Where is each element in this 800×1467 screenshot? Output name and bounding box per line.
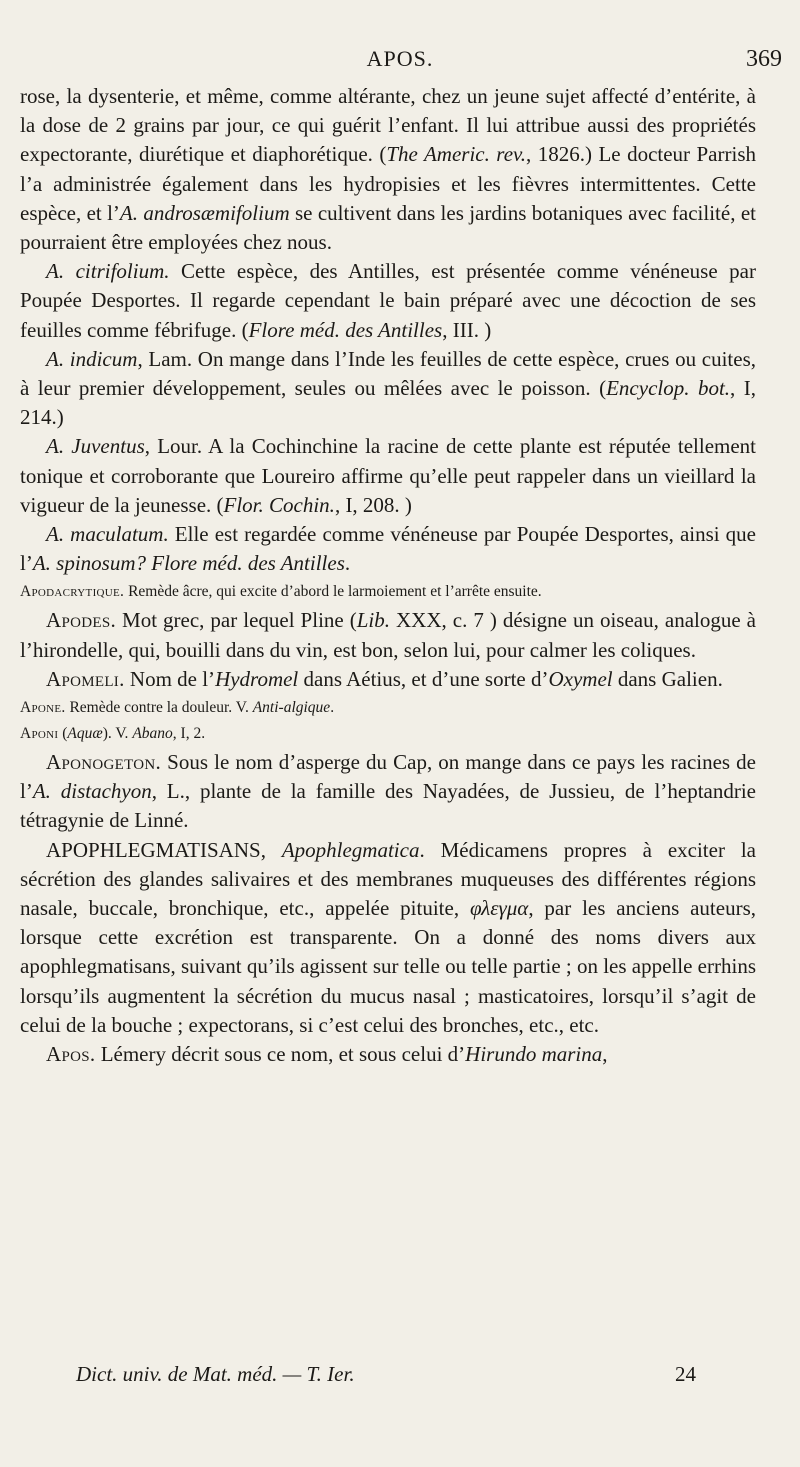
p4-segment: , I, 208. ) xyxy=(334,492,412,517)
p2-segment: Flore méd. des Antilles xyxy=(248,317,443,342)
p12-segment: . Médicamens propres à exciter la sécrétion des glandes salivaires et des membranes muqueuses des différentes régions nasale, buccale, bronchique, etc., appelée pituite, xyxy=(20,837,756,921)
p13-segment: Apos. xyxy=(46,1042,96,1067)
p12-segment: APOPHLEGMATISANS, xyxy=(46,837,282,862)
p10-segment: Abano xyxy=(132,725,173,743)
p13-segment: , xyxy=(602,1042,608,1067)
signature-text: Dict. univ. de Mat. méd. — T. Ier. xyxy=(76,1362,355,1386)
paragraph-p9 xyxy=(20,696,756,719)
p2-segment: , III. ) xyxy=(442,317,492,342)
p1-segment: rose, la dysenterie, et même, comme altérante, chez un jeune sujet affecté d’entérite, à la dose de 2 grains par jour, ce qui guérit l’enfant. Il lui attribue aussi des propriétés expectorante, diurétique et diaphorétique. ( xyxy=(20,84,756,167)
paragraph-p13 xyxy=(20,1040,756,1069)
paragraph-p1 xyxy=(20,82,756,257)
p8-segment: Apomeli. xyxy=(46,666,125,691)
p3-segment: A. indicum xyxy=(46,346,138,371)
p2-segment: A. citrifolium. xyxy=(46,259,170,284)
p1-segment: se cultivent dans les jardins botaniques avec facilité, et pourraient être employées chez nous. xyxy=(20,200,756,255)
p8-segment: dans Aétius, et d’une sorte d’ xyxy=(298,666,549,691)
p8-segment: dans Galien. xyxy=(612,666,723,691)
p7-segment: Apodes. xyxy=(46,608,117,633)
p2-segment: Cette espèce, des Antilles, est présentée comme vénéneuse par Poupée Desportes. Il regarde cependant le bain préparé avec une décoction de ses feuilles comme fébrifuge. ( xyxy=(20,259,756,342)
p10-segment: ( xyxy=(58,725,68,743)
p11-segment: Sous le nom d’asperge du Cap, on mange dans ce pays les racines de l’ xyxy=(20,750,756,804)
paragraph-p10 xyxy=(20,722,756,745)
p4-segment: , Lour. A la Cochinchine la racine de cette plante est réputée tellement tonique et corroborante que Loureiro affirme qu’elle peut rappeler dans un vieillard la vigueur de la jeunesse. ( xyxy=(20,434,757,517)
p11-segment: Aponogeton. xyxy=(46,750,162,775)
p9-segment: Apone. xyxy=(20,699,66,717)
p11-segment: , L., plante de la famille des Nayadées, de Jussieu, de l’heptandrie tétragynie de Linné. xyxy=(20,779,757,833)
p9-segment: . xyxy=(330,699,335,717)
p10-segment: ). V. xyxy=(102,725,133,743)
p3-segment: , Lam. On mange dans l’Inde les feuilles de cette espèce, crues ou cuites, à leur premier développement, seules ou mêlées avec le poisson. ( xyxy=(20,346,756,401)
p1-segment: The Americ. rev. xyxy=(386,142,527,167)
p8-segment: Hydromel xyxy=(215,666,299,691)
p7-segment: Lib. xyxy=(356,608,390,633)
p10-segment: Aquæ xyxy=(67,725,103,743)
paragraph-p3 xyxy=(20,345,756,433)
p12-segment: φλεγμα xyxy=(469,896,529,921)
p5-segment: . xyxy=(344,551,351,576)
p8-segment: Nom de l’ xyxy=(124,666,216,691)
p8-segment: Oxymel xyxy=(548,666,613,691)
p6-segment: Apodacrytique. xyxy=(20,583,125,601)
paragraph-p5 xyxy=(20,520,756,578)
p7-segment: XXX, c. 7 ) désigne un oiseau, analogue à l’hirondelle, qui, bouilli dans du vin, est bon, selon lui, pour calmer les coliques. xyxy=(20,608,756,662)
page-body xyxy=(20,82,756,1069)
p5-segment: A. maculatum. xyxy=(46,522,169,547)
p4-segment: A. Juventus xyxy=(46,434,145,459)
p9-segment: Anti-algique xyxy=(252,699,331,717)
p12-segment: Apophlegmatica xyxy=(281,837,420,862)
p13-segment: Lémery décrit sous ce nom, et sous celui d’ xyxy=(95,1042,466,1067)
paragraph-p12 xyxy=(20,836,756,1040)
p1-segment: , 1826.) Le docteur Parrish l’a administrée également dans les hydropisies et les fièvres intermittentes. Cette espèce, et l’ xyxy=(20,142,757,225)
p6-segment: Remède âcre, qui excite d’abord le larmoiement et l’arrête ensuite. xyxy=(124,583,542,601)
sheet-number: 24 xyxy=(675,1362,696,1386)
paragraph-p7 xyxy=(20,606,756,664)
p10-segment: , I, 2. xyxy=(172,725,206,743)
page-number: 369 xyxy=(746,46,782,72)
p5-segment: Elle est regardée comme vénéneuse par Poupée Desportes, ainsi que l’ xyxy=(20,522,757,576)
p12-segment: , par les anciens auteurs, lorsque cette excrétion est transparente. On a donné des noms divers aux apophlegmatisans, suivant qu’ils agissent sur telle ou telle partie ; on les appelle errhins lorsqu’ils augmentent la sécrétion du mucus nasal ; masticatoires, lorsqu’il s’agit de celui de la bouche ; expectorans, si c’est celui des bronches, etc., etc. xyxy=(20,896,756,1037)
paragraph-p6 xyxy=(20,580,756,603)
paragraph-p8 xyxy=(20,665,756,694)
p13-segment: Hirundo marina xyxy=(465,1042,603,1067)
running-head xyxy=(0,46,800,80)
p10-segment: Aponi xyxy=(20,725,59,743)
p1-segment: A. androsæmifolium xyxy=(119,200,290,225)
paragraph-p11 xyxy=(20,748,756,836)
running-title: APOS. xyxy=(366,46,434,71)
p4-segment: Flor. Cochin. xyxy=(223,492,335,517)
paragraph-p4 xyxy=(20,432,756,520)
p3-segment: Encyclop. bot. xyxy=(606,376,731,401)
p5-segment: A. spinosum? Flore méd. des Antilles xyxy=(32,551,345,576)
sheet-signature xyxy=(76,1362,696,1392)
p3-segment: , I, 214.) xyxy=(20,376,757,430)
p11-segment: A. distachyon xyxy=(32,779,152,804)
paragraph-p2 xyxy=(20,257,756,345)
p9-segment: Remède contre la douleur. V. xyxy=(65,699,253,717)
p7-segment: Mot grec, par lequel Pline ( xyxy=(116,608,357,633)
